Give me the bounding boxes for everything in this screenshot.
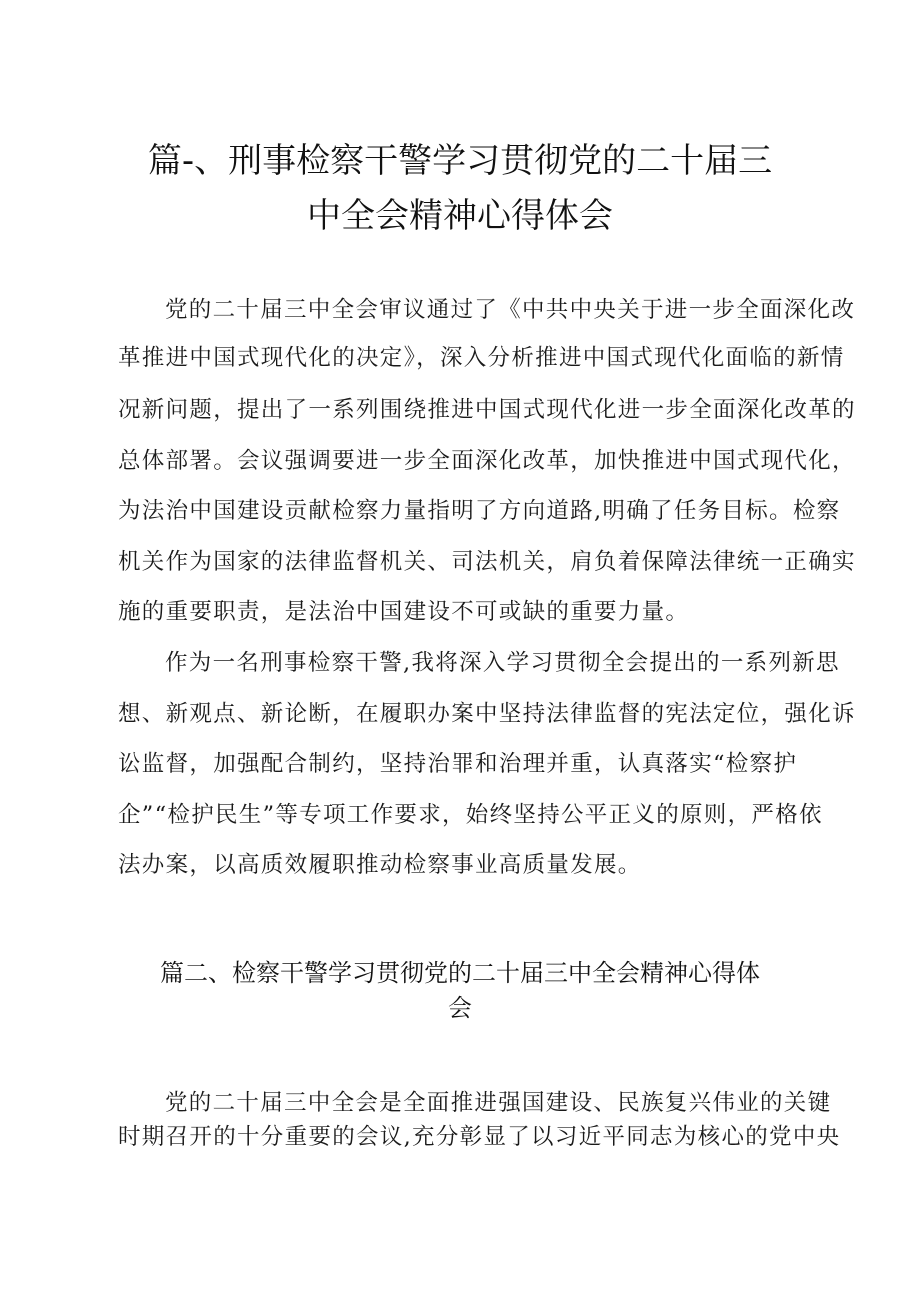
section1-title-line1: 篇-、刑事检察干警学习贯彻党的二十届三: [147, 141, 773, 181]
paragraph-line: 施的重要职责，是法治中国建设不可或缺的重要力量。: [118, 599, 690, 625]
paragraph-line: 法办案，以高质效履职推动检察事业高质量发展。: [118, 852, 642, 878]
paragraph-line: 时期召开的十分重要的会议,充分彰显了以习近平同志为核心的党中央: [118, 1124, 841, 1150]
paragraph-line: 总体部署。会议强调要进一步全面深化改革，加快推进中国式现代化，: [118, 448, 856, 474]
paragraph-line: 机关作为国家的法律监督机关、司法机关，肩负着保障法律统一正确实: [118, 549, 856, 575]
paragraph-line: 党的二十届三中全会是全面推进强国建设、民族复兴伟业的关键: [165, 1090, 832, 1116]
paragraph-line: 讼监督，加强配合制约，坚持治罪和治理并重，认真落实“检察护: [118, 751, 798, 777]
section2-title-line1: 篇二、检察干警学习贯彻党的二十届三中全会精神心得体: [160, 959, 760, 987]
paragraph-line: 作为一名刑事检察干警,我将深入学习贯彻全会提出的一系列新思: [165, 650, 840, 676]
paragraph-line: 革推进中国式现代化的决定》，深入分析推进中国式现代化面临的新情: [118, 345, 845, 371]
section1-title-line2: 中全会精神心得体会: [307, 196, 613, 236]
section2-title-line2: 会: [448, 994, 472, 1022]
paragraph-line: 为法治中国建设贡献检察力量指明了方向道路,明确了任务目标。检察: [118, 498, 841, 524]
paragraph-line: 企”“检护民生”等专项工作要求，始终坚持公平正义的原则，严格依: [118, 802, 823, 828]
paragraph-line: 党的二十届三中全会审议通过了《中共中央关于进一步全面深化改: [165, 297, 856, 323]
paragraph-line: 况新问题，提出了一系列围绕推进中国式现代化进一步全面深化改革的: [118, 397, 856, 423]
paragraph-line: 想、新观点、新论断，在履职办案中坚持法律监督的宪法定位，强化诉: [118, 701, 856, 727]
